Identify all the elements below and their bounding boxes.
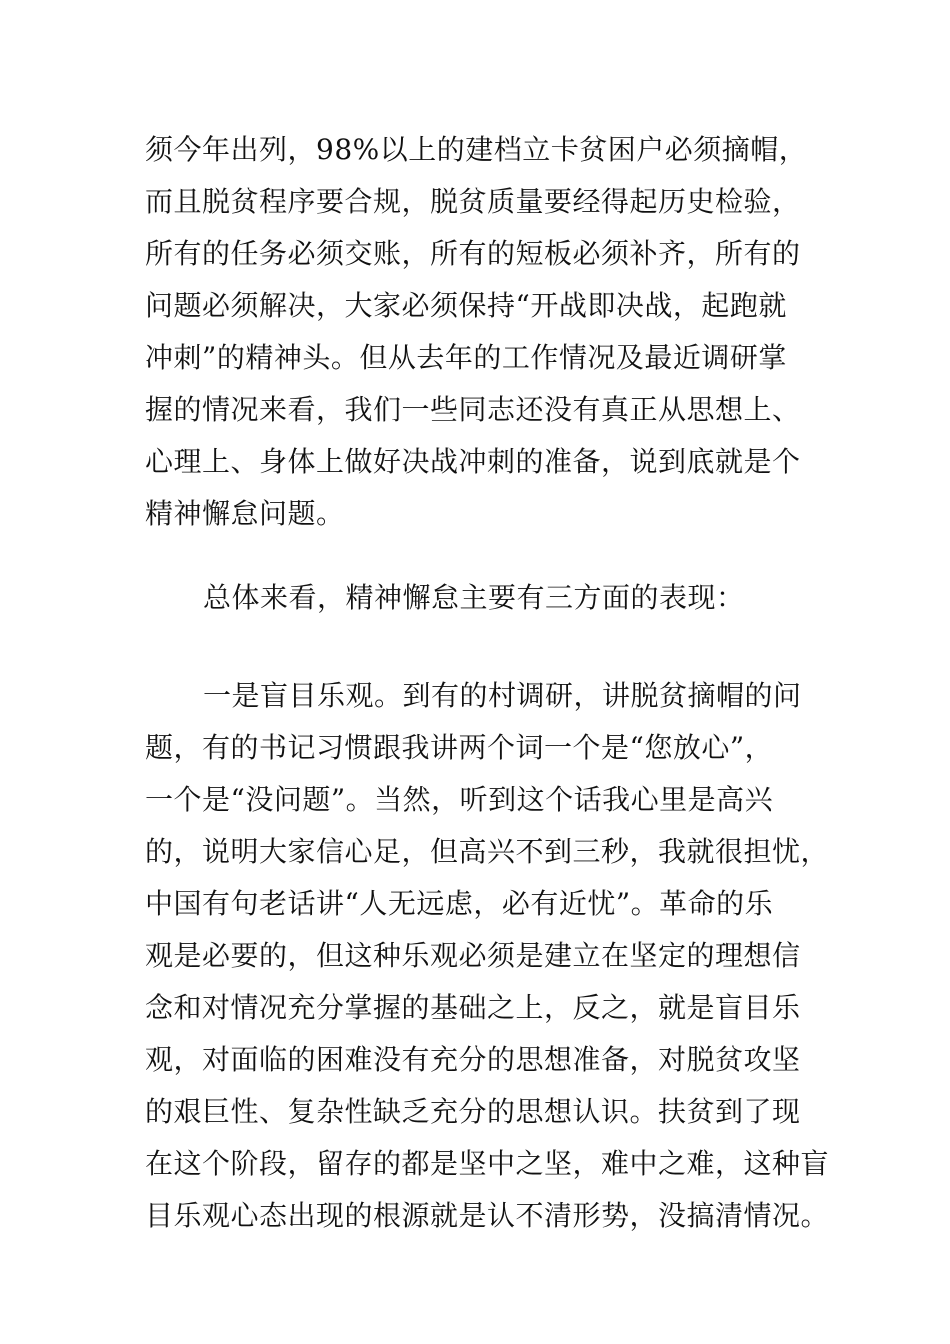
paragraph-continued <box>145 124 835 540</box>
text-line: 观是必要的，但这种乐观必须是建立在坚定的理想信 <box>145 939 801 972</box>
text-line: 冲刺”的精神头。但从去年的工作情况及最近调研掌 <box>145 341 787 374</box>
text-line: 的艰巨性、复杂性缺乏充分的思想认识。扶贫到了现 <box>145 1095 801 1128</box>
text-line: 问题必须解决，大家必须保持“开战即决战，起跑就 <box>145 289 787 322</box>
text-line: 题，有的书记习惯跟我讲两个词一个是“您放心”， <box>145 731 774 764</box>
text-line: 目乐观心态出现的根源就是认不清形势，没搞清情况。 <box>145 1199 830 1232</box>
text-line: 总体来看，精神懈怠主要有三方面的表现： <box>203 581 745 614</box>
text-line: 念和对情况充分掌握的基础之上，反之，就是盲目乐 <box>145 991 801 1024</box>
text-line: 一是盲目乐观。到有的村调研，讲脱贫摘帽的问 <box>203 679 802 712</box>
text-line: 中国有句老话讲“人无远虑，必有近忧”。革命的乐 <box>145 887 774 920</box>
text-line: 握的情况来看，我们一些同志还没有真正从思想上、 <box>145 393 801 426</box>
text-line: 须今年出列，98%以上的建档立卡贫困户必须摘帽， <box>145 133 808 166</box>
text-line: 精神懈怠问题。 <box>145 497 345 530</box>
text-line: 心理上、身体上做好决战冲刺的准备，说到底就是个 <box>145 445 801 478</box>
text-line: 在这个阶段，留存的都是坚中之坚，难中之难，这种盲 <box>145 1147 830 1180</box>
paragraph-blind-optimism <box>145 670 835 1242</box>
paragraph-summary <box>145 572 835 624</box>
text-line: 的，说明大家信心足，但高兴不到三秒，我就很担忧， <box>145 835 830 868</box>
text-line: 观，对面临的困难没有充分的思想准备，对脱贫攻坚 <box>145 1043 801 1076</box>
text-line: 而且脱贫程序要合规，脱贫质量要经得起历史检验， <box>145 185 801 218</box>
text-line: 一个是“没问题”。当然，听到这个话我心里是高兴 <box>145 783 774 816</box>
text-line: 所有的任务必须交账，所有的短板必须补齐，所有的 <box>145 237 801 270</box>
